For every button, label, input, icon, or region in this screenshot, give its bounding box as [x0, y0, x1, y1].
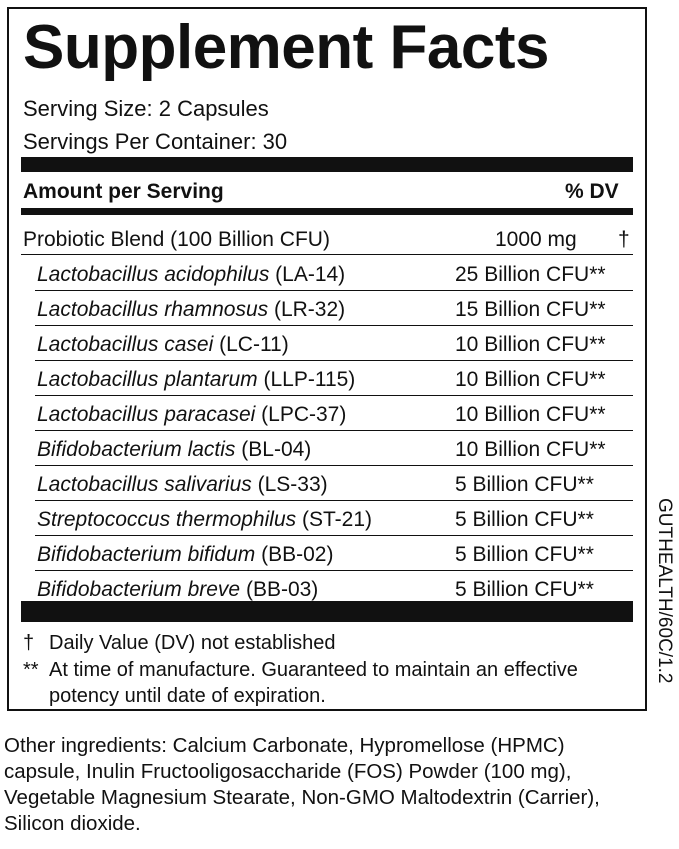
strain-amount: 10 Billion CFU** [455, 368, 606, 391]
strain-amount: 10 Billion CFU** [455, 403, 606, 426]
strain-amount: 15 Billion CFU** [455, 298, 606, 321]
medium-divider [21, 208, 633, 215]
row-divider [35, 360, 633, 361]
row-divider [35, 430, 633, 431]
panel-title: Supplement Facts [23, 13, 549, 82]
row-divider [35, 325, 633, 326]
dagger-symbol: † [23, 632, 35, 654]
strain-species: Lactobacillus acidophilus [37, 263, 270, 286]
strain-code: (BB-02) [261, 543, 334, 566]
row-divider [35, 290, 633, 291]
amount-per-serving-label: Amount per Serving [23, 180, 224, 203]
strain-name [37, 369, 355, 390]
star-footnote-line1: At time of manufacture. Guaranteed to maintain an effective [49, 659, 578, 681]
strain-code: (LA-14) [275, 263, 346, 286]
strain-species: Bifidobacterium lactis [37, 438, 236, 461]
strain-code: (LS-33) [257, 473, 328, 496]
dagger-footnote: Daily Value (DV) not established [49, 632, 336, 654]
row-divider [35, 500, 633, 501]
side-code: GUTHEALTH/60C/1.2 [654, 498, 675, 684]
strain-species: Lactobacillus rhamnosus [37, 298, 269, 321]
strain-amount: 25 Billion CFU** [455, 263, 606, 286]
strain-code: (ST-21) [301, 508, 372, 531]
strain-amount: 5 Billion CFU** [455, 473, 594, 496]
strain-name [37, 334, 289, 355]
strain-species: Bifidobacterium bifidum [37, 543, 256, 566]
row-divider [35, 465, 633, 466]
strain-species: Lactobacillus casei [37, 333, 214, 356]
strain-name [37, 474, 328, 495]
strain-name [37, 299, 345, 320]
other-ingredients: Other ingredients: Calcium Carbonate, Hypromellose (HPMC) capsule, Inulin Fructooligosaccharide (FOS) Powder (100 mg), Vegetable Magnesium Stearate, Non-GMO Maltodextrin (Carrier), Silicon dioxide. [4, 734, 600, 835]
strain-species: Lactobacillus salivarius [37, 473, 252, 496]
strain-name [37, 439, 311, 460]
strain-code: (BL-04) [241, 438, 312, 461]
row-divider [21, 254, 633, 255]
strain-code: (LR-32) [273, 298, 346, 321]
strain-name [37, 579, 318, 600]
strain-species: Bifidobacterium breve [37, 578, 241, 601]
thick-divider-bottom [21, 601, 633, 622]
strain-amount: 5 Billion CFU** [455, 508, 594, 531]
blend-name: Probiotic Blend (100 Billion CFU) [23, 228, 330, 251]
row-divider [35, 535, 633, 536]
strain-name [37, 509, 372, 530]
strain-species: Lactobacillus paracasei [37, 403, 256, 426]
strain-name [37, 544, 333, 565]
strain-amount: 5 Billion CFU** [455, 543, 594, 566]
supplement-facts-panel [7, 7, 647, 711]
strain-species: Lactobacillus plantarum [37, 368, 258, 391]
serving-size: Serving Size: 2 Capsules [23, 96, 269, 121]
servings-per-container: Servings Per Container: 30 [23, 129, 288, 154]
strain-species: Streptococcus thermophilus [37, 508, 297, 531]
row-divider [35, 570, 633, 571]
strain-amount: 10 Billion CFU** [455, 438, 606, 461]
blend-dv: † [618, 228, 630, 251]
strain-amount: 5 Billion CFU** [455, 578, 594, 601]
strain-amount: 10 Billion CFU** [455, 333, 606, 356]
star-symbol: ** [23, 659, 39, 681]
blend-amount: 1000 mg [495, 228, 577, 251]
strain-code: (BB-03) [245, 578, 319, 601]
strain-name [37, 404, 346, 425]
strain-code: (LC-11) [219, 333, 289, 356]
strain-code: (LPC-37) [261, 403, 347, 426]
strain-name [37, 264, 345, 285]
row-divider [35, 395, 633, 396]
thick-divider-top [21, 157, 633, 172]
star-footnote-line2: potency until date of expiration. [49, 685, 326, 707]
strain-code: (LLP-115) [263, 368, 356, 391]
dv-header: % DV [565, 180, 619, 203]
